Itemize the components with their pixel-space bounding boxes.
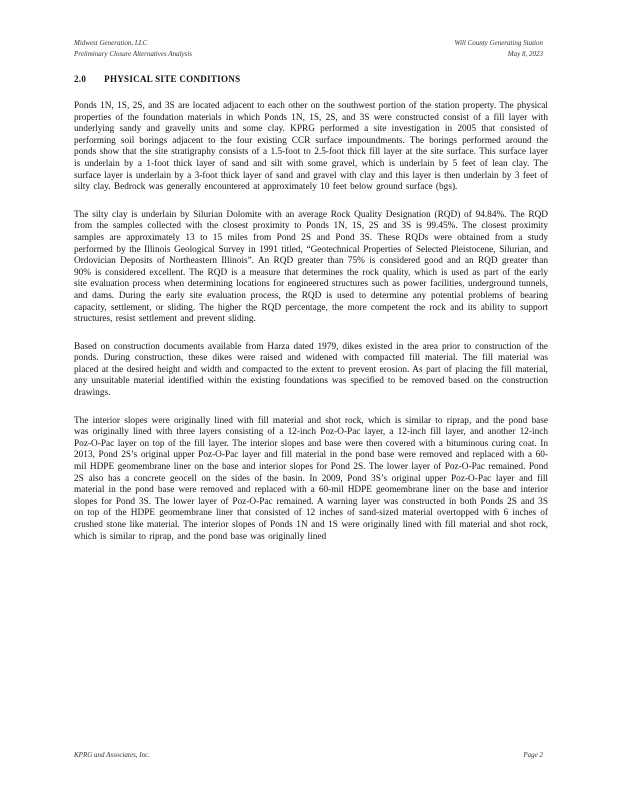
header-date: May 8, 2023 (507, 50, 543, 58)
paragraph-rqd: The silty clay is underlain by Silurian Dolomite with an average Rock Quality Designation (RQD) of 94.84%. The RQD from the samples collected with the closest proximity to Ponds 1N, 1S, 2S and 3S is 99.45%. The closest proximity samples are approximately 13 to 15 miles from Pond 2S and Pond 3S. These RQDs were obtained from a study performed by the Illinois Geological Survey in 1991 titled, “Geotechnical Properties of Selected Pleistocene, Silurian, and Ordovician Deposits of Northeastern Illinois”. An RQD greater than 75% is considered good and an RQD greater than 90% is considered excellent. The RQD is a measure that determines the rock quality, which is used as part of the early site evaluation process when determining locations for engineered structures such as power facilities, underground tunnels, and dams. During the early site evaluation process, the RQD is used to determine any potential problems of bearing capacity, settlement, or sliding. The higher the RQD percentage, the more competent the rock and its ability to support structures, resist settlement and prevent sliding. (74, 209, 548, 325)
header-left (74, 38, 192, 60)
footer-company: KPRG and Associates, Inc. (74, 751, 150, 759)
paragraph-liners: The interior slopes were originally lined with fill material and shot rock, which is similar to riprap, and the pond base was originally lined with three layers consisting of a 12-inch Poz-O-Pac layer, a 12-inch fill layer, and another 12-inch Poz-O-Pac layer on top of the fill layer. The interior slopes and base were then covered with a bituminous curing coat. In 2013, Pond 2S’s original upper Poz-O-Pac layer and fill material in the pond base were removed and replaced with a 60-mil HDPE geomembrane liner on the base and interior slopes for Pond 2S. The lower layer of Poz-O-Pac remained. Pond 2S also has a concrete geocell on the sides of the basin. In 2009, Pond 3S’s original upper Poz-O-Pac layer and fill material in the pond base were removed and replaced with a 60-mil HDPE geomembrane liner on the base and interior slopes for Pond 3S. The lower layer of Poz-O-Pac remained. A warning layer was constructed in both Ponds 2S and 3S on top of the HDPE geomembrane liner that consisted of 12 inches of sand-sized material overtopped with 6 inches of crushed stone like material. The interior slopes of Ponds 1N and 1S were originally lined with fill material and shot rock, which is similar to riprap, and the pond base was originally lined (74, 415, 548, 542)
header-report-title: Preliminary Closure Alternatives Analysis (74, 50, 193, 58)
paragraph-foundation-materials: Ponds 1N, 1S, 2S, and 3S are located adjacent to each other on the southwest portion of the station property. The physical properties of the foundation materials in which Ponds 1N, 1S, 2S, and 3S were constructed consist of a fill layer with underlying sandy and gravelly units and some clay. KPRG performed a site investigation in 2005 that consisted of performing soil borings adjacent to the four existing CCR surface impoundments. The borings performed around the ponds show that the site stratigraphy consists of a 1.5-foot to 2.5-foot thick fill layer at the site surface. This surface layer is underlain by a 1-foot thick layer of sand and silt with some gravel, which is underlain by 5 feet of lean clay. The surface layer is underlain by a 3-foot thick layer of sand and gravel with clay and this layer is then underlain by 3 feet of silty clay. Bedrock was generally encountered at approximately 10 feet below ground surface (bgs). (74, 101, 548, 193)
header-right (455, 38, 543, 60)
page-number: Page 2 (523, 751, 543, 759)
body-text (74, 101, 548, 559)
section-title: PHYSICAL SITE CONDITIONS (104, 74, 241, 84)
section-number: 2.0 (74, 74, 87, 84)
section-heading (74, 74, 258, 84)
header-company: Midwest Generation, LLC (74, 39, 148, 47)
paragraph-dikes: Based on construction documents available from Harza dated 1979, dikes existed in the area prior to construction of the ponds. During construction, these dikes were raised and widened with compacted fill material. The fill material was placed at the desired height and width and compacted to the extent to prevent erosion. As part of placing the fill material, any unsuitable material identified within the existing foundations was specified to be removed based on the construction drawings. (74, 341, 548, 399)
header-station: Will County Generating Station (454, 39, 543, 47)
